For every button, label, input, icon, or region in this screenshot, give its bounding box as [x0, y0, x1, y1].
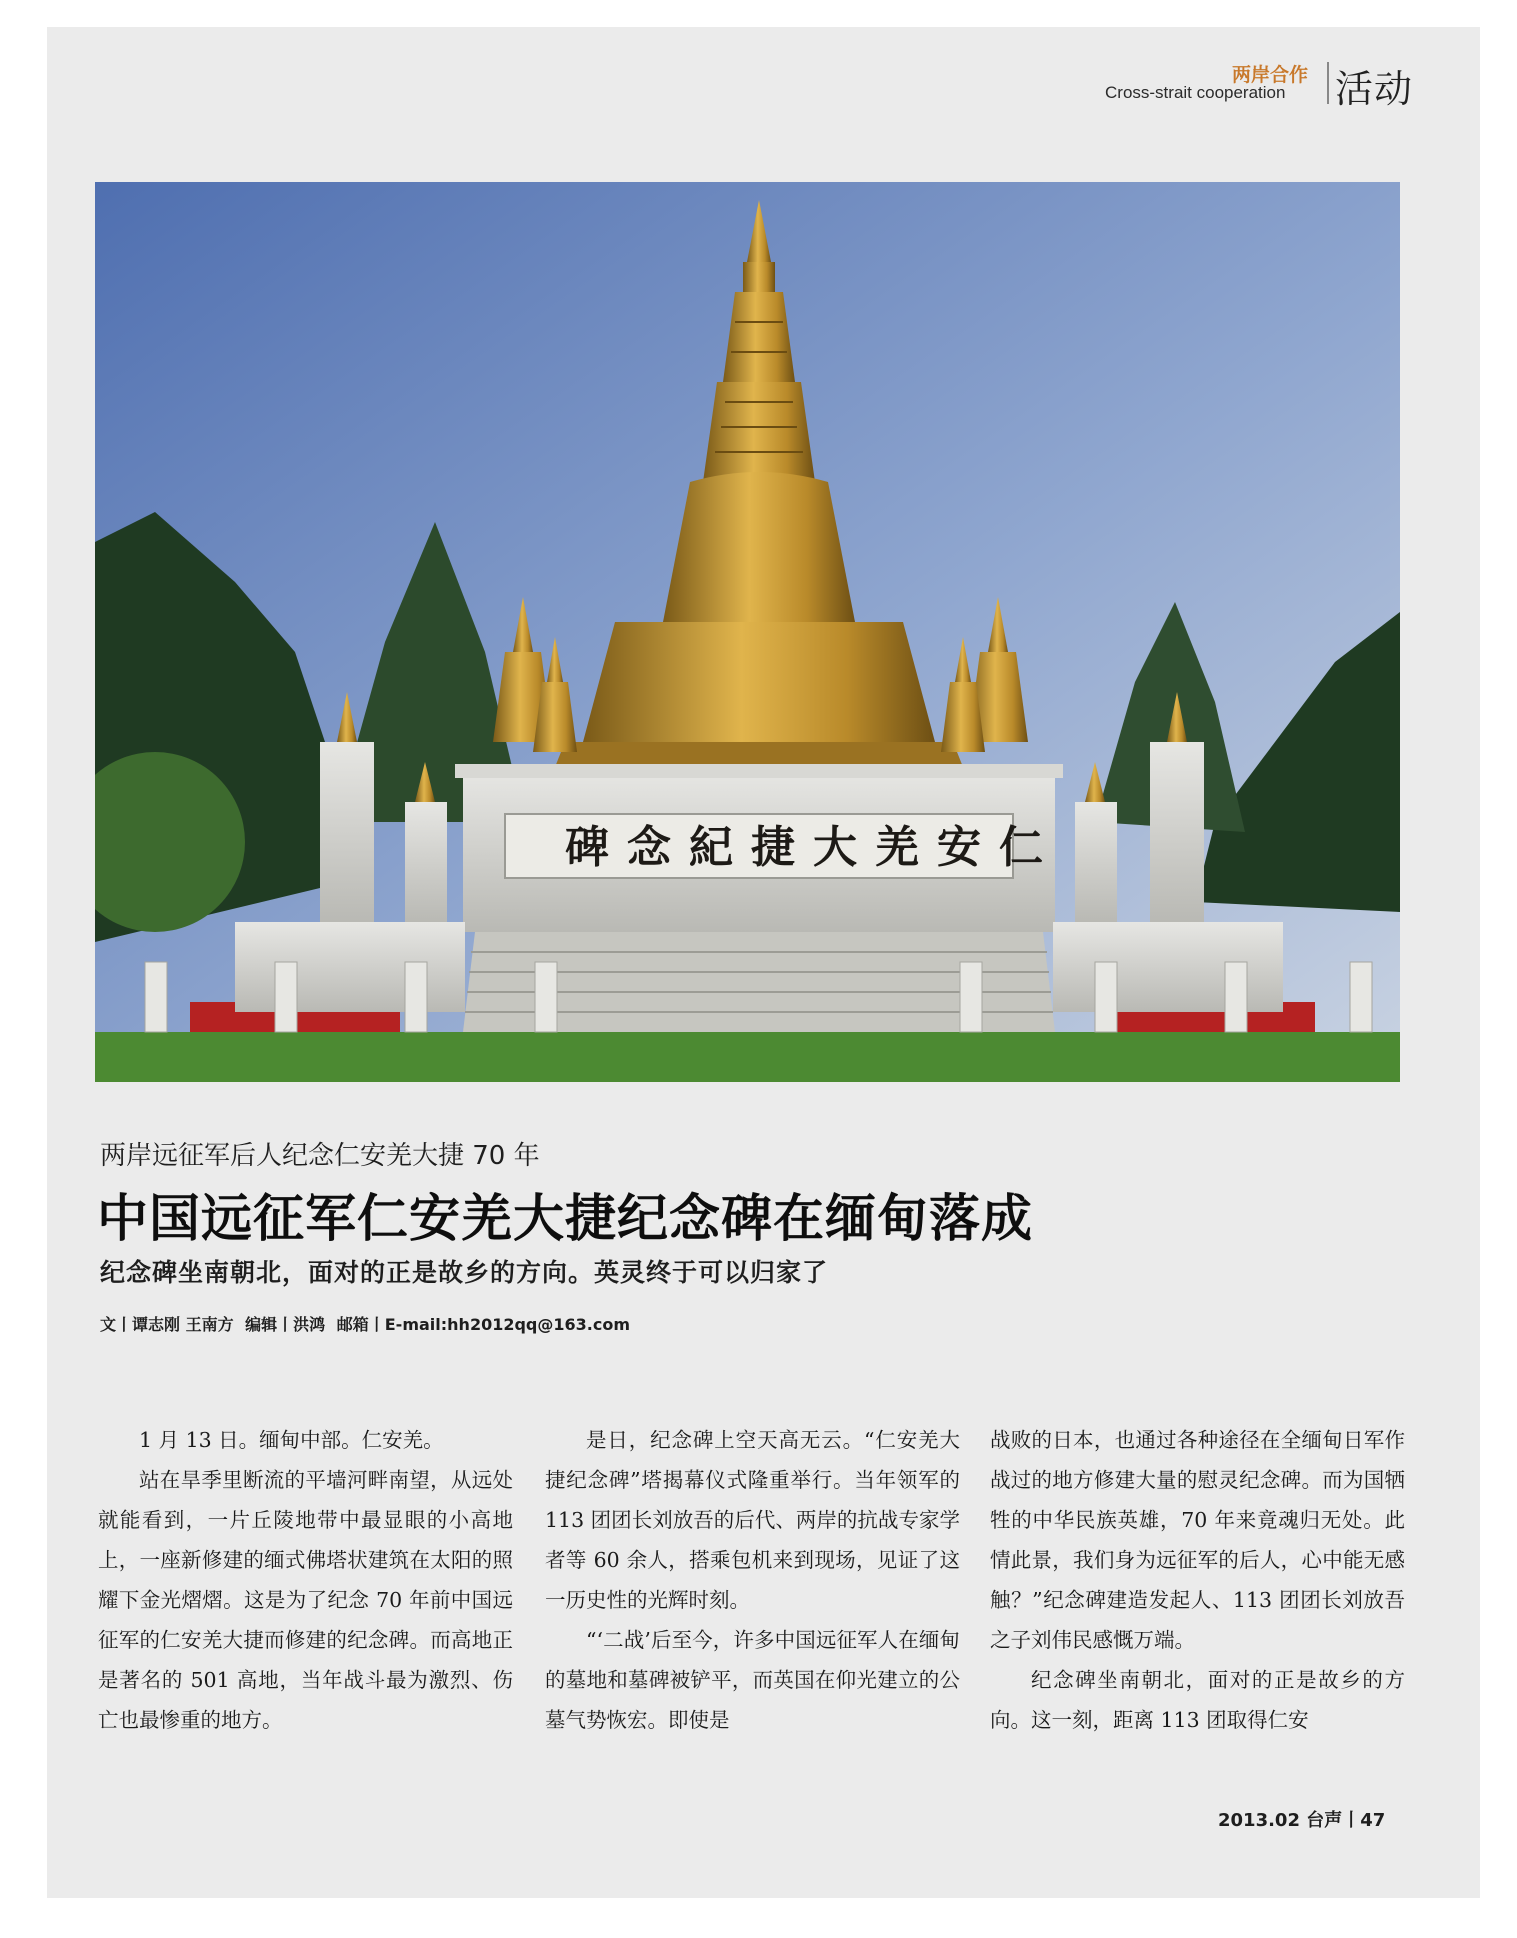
article-credits: [100, 1312, 636, 1335]
editor-credit: 编辑丨洪鸿: [245, 1315, 326, 1334]
section-label-cn: 两岸合作: [1232, 64, 1309, 86]
email-credit: 邮箱丨E-mail:hh2012qq@163.com: [336, 1315, 631, 1334]
paragraph: 是日，纪念碑上空天高无云。“仁安羌大捷纪念碑”塔揭幕仪式隆重举行。当年领军的 113 团团长刘放吾的后代、两岸的抗战专家学者等 60 余人，搭乘包机来到现场，见证了这一历史性的光辉时刻。: [545, 1428, 960, 1612]
article-column-2: [545, 1420, 960, 1740]
article-subtitle: 纪念碑坐南朝北，面对的正是故乡的方向。英灵终于可以归家了: [100, 1258, 829, 1287]
section-divider: [1327, 62, 1329, 104]
article-kicker: 两岸远征军后人纪念仁安羌大捷 70 年: [100, 1141, 540, 1171]
plaque-inscription: 碑念紀捷大羌安仁: [565, 822, 1061, 873]
author-credit: 文丨谭志刚 王南方: [100, 1315, 234, 1334]
article-column-1: [98, 1420, 513, 1740]
paragraph: 1 月 13 日。缅甸中部。仁安羌。: [139, 1428, 444, 1452]
section-category: 活动: [1335, 67, 1414, 111]
section-label-en: Cross-strait cooperation: [1105, 83, 1286, 102]
page-folio: 2013.02 台声丨47: [1218, 1810, 1386, 1831]
article-column-3: [990, 1420, 1405, 1740]
memorial-photo: [95, 182, 1400, 1082]
paragraph: “‘二战’后至今，许多中国远征军人在缅甸的墓地和墓碑被铲平，而英国在仰光建立的公墓气势恢宏。即使是: [545, 1628, 960, 1732]
paragraph: 站在旱季里断流的平墙河畔南望，从远处就能看到，一片丘陵地带中最显眼的小高地上，一座新修建的缅式佛塔状建筑在太阳的照耀下金光熠熠。这是为了纪念 70 年前中国远征军的仁安羌大捷而修建的纪念碑。而高地正是著名的 501 高地，当年战斗最为激烈、伤亡也最惨重的地方。: [98, 1468, 513, 1732]
paragraph: 战败的日本，也通过各种途径在全缅甸日军作战过的地方修建大量的慰灵纪念碑。而为国牺牲的中华民族英雄，70 年来竟魂归无处。此情此景，我们身为远征军的后人，心中能无感触？”纪念碑建造发起人、113 团团长刘放吾之子刘伟民感慨万端。: [990, 1428, 1405, 1652]
paragraph: 纪念碑坐南朝北，面对的正是故乡的方向。这一刻，距离 113 团取得仁安: [990, 1668, 1405, 1732]
article-headline: 中国远征军仁安羌大捷纪念碑在缅甸落成: [97, 1190, 1034, 1249]
memorial-illustration: [95, 182, 1400, 1082]
